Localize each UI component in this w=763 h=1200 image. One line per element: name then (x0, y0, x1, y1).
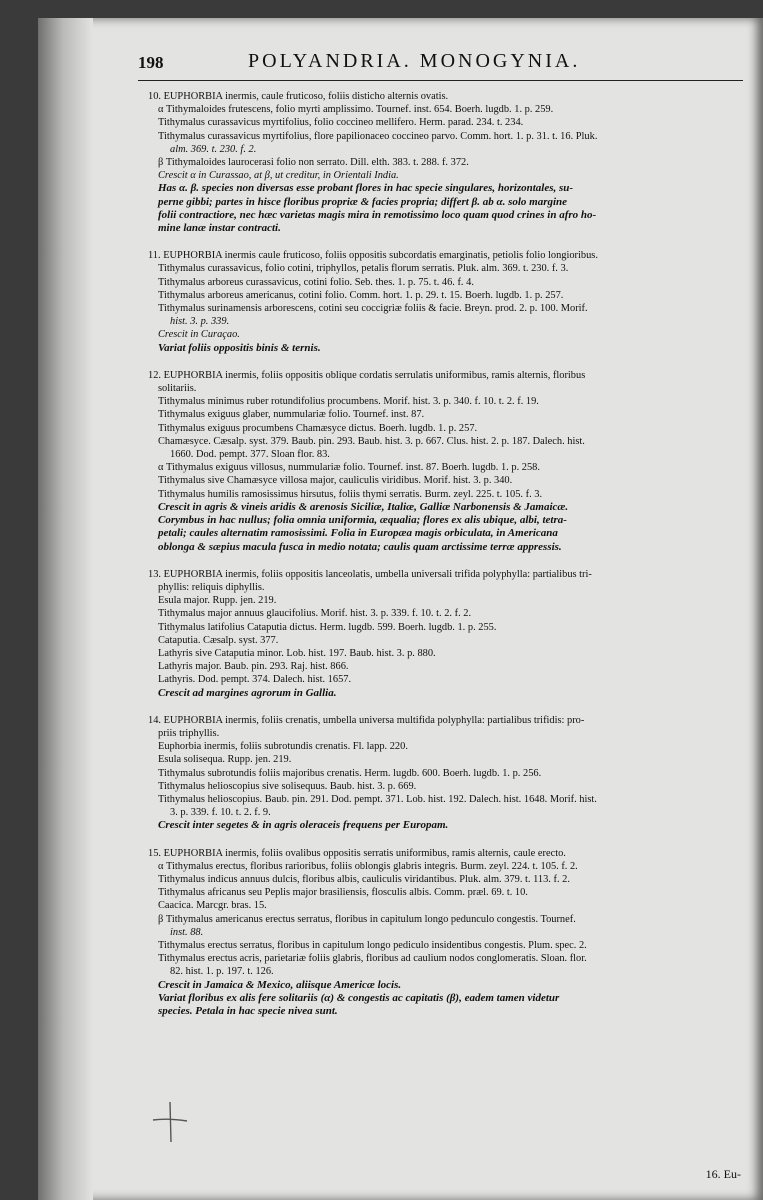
habitat-line: Crescit in agris & vineis aridis & arenosis Siciliæ, Italiæ, Galliæ Narbonensis & Jamaicæ. (158, 500, 569, 513)
synonym-line: 3. p. 339. f. 10. t. 2. f. 9. (170, 807, 271, 819)
synonym-line: α Tithymaloides frutescens, folio myrti amplissimo. Tournef. inst. 654. Boerh. lugdb. 1. p. 259. (158, 104, 554, 116)
synonym-line: Tithymalus sive Chamæsyce villosa major, cauliculis viridibus. Morif. hist. 3. p. 340. (158, 475, 513, 487)
species-heading: 15. EUPHORBIA inermis, foliis ovalibus oppositis serratis uniformibus, ramis alternis, caule erecto. (148, 847, 566, 859)
synonym-line: Tithymalus helioscopius. Baub. pin. 291. Dod. pempt. 371. Lob. hist. 192. Dalech. hist. 1648. Morif. hist. (158, 793, 597, 805)
synonym-line: Tithymalus latifolius Cataputia dictus. Herm. lugdb. 599. Boerh. lugdb. 1. p. 255. (158, 621, 497, 633)
species-heading: 14. EUPHORBIA inermis, foliis crenatis, umbella universa multifida polyphylla: partialibus trifidis: pro- (148, 714, 585, 726)
page-gutter-shadow (38, 18, 93, 1200)
species-heading-cont: priis triphyllis. (158, 727, 220, 739)
synonym-line: Esula major. Rupp. jen. 219. (158, 595, 277, 607)
species-heading: 12. EUPHORBIA inermis, foliis oppositis oblique cordatis serrulatis uniformibus, ramis alternis, floribus (148, 369, 586, 381)
synonym-line: Lathyris major. Baub. pin. 293. Raj. hist. 866. (158, 661, 349, 673)
species-entry-14 (148, 714, 758, 833)
synonym-line: Tithymalus arboreus americanus, cotini folio. Comm. hort. 1. p. 29. t. 15. Boerh. lugdb. 1. p. 257. (158, 289, 564, 301)
running-title: POLYANDRIA. MONOGYNIA. (248, 50, 581, 72)
synonym-line: Tithymalus helioscopius sive solisequus. Baub. hist. 3. p. 669. (158, 780, 417, 792)
synonym-line: α Tithymalus erectus, floribus rarioribus, foliis oblongis glabris integris. Burm. zeyl. 224. t. 105. f. 2. (158, 860, 578, 872)
synonym-line: Lathyris sive Cataputia minor. Lob. hist. 197. Baub. hist. 3. p. 880. (158, 647, 436, 659)
book-page (38, 18, 763, 1200)
page-content (148, 90, 758, 1032)
synonym-line: alm. 369. t. 230. f. 2. (170, 143, 257, 155)
synonym-line: Lathyris. Dod. pempt. 374. Dalech. hist. 1657. (158, 674, 352, 686)
species-entry-12 (148, 369, 758, 554)
header-rule (138, 80, 743, 81)
synonym-line: Tithymalus humilis ramosissimus hirsutus, foliis thymi serratis. Burm. zeyl. 225. t. 105. f. 3. (158, 488, 543, 500)
synonym-line: β Tithymaloides laurocerasi folio non serrato. Dill. elth. 383. t. 288. f. 372. (158, 157, 469, 169)
synonym-line: Tithymalus curassavicus myrtifolius, folio coccineo mellifero. Herm. parad. 234. t. 234. (158, 117, 524, 129)
habitat-line: Crescit in Curaçao. (158, 329, 240, 341)
species-heading: 13. EUPHORBIA inermis, foliis oppositis lanceolatis, umbella universali trifida polyphylla: partialibus tri- (148, 568, 592, 580)
species-heading-cont: phyllis: reliquis diphyllis. (158, 581, 265, 593)
species-heading: 10. EUPHORBIA inermis, caule fruticoso, foliis disticho alternis ovatis. (148, 91, 449, 102)
synonym-line: Euphorbia inermis, foliis subrotundis crenatis. Fl. lapp. 220. (158, 741, 408, 753)
synonym-line: Tithymalus exiguus procumbens Chamæsyce dictus. Boerh. lugdb. 1. p. 257. (158, 422, 478, 434)
synonym-line: Tithymalus africanus seu Peplis major brasiliensis, flosculis albis. Comm. præl. 69. t. 10. (158, 887, 528, 899)
species-entry-13 (148, 568, 758, 700)
note-line: Variat foliis oppositis binis & ternis. (158, 341, 321, 354)
synonym-line: Caacica. Marcgr. bras. 15. (158, 900, 267, 912)
habitat-line: Crescit α in Curassao, at β, ut creditur, in Orientali India. (158, 170, 399, 182)
synonym-line: Tithymalus minimus ruber rotundifolius procumbens. Morif. hist. 3. p. 340. f. 10. t. 2. f. 19. (158, 396, 539, 408)
synonym-line: Tithymalus curassavicus, folio cotini, triphyllos, petalis florum serratis. Pluk. alm. 369. t. 230. f. 3. (158, 263, 569, 275)
habitat-line: Crescit ad margines agrorum in Gallia. (158, 686, 337, 699)
pencil-cross-mark (150, 1098, 190, 1144)
synonym-line: Tithymalus indicus annuus dulcis, floribus albis, cauliculis viridantibus. Pluk. alm. 379. t. 113. f. 2. (158, 873, 570, 885)
synonym-line: Tithymalus subrotundis foliis majoribus crenatis. Herm. lugdb. 600. Boerh. lugdb. 1. p. 256. (158, 767, 542, 779)
synonym-line: Tithymalus erectus acris, parietariæ foliis glabris, floribus ad caulium nodos conglomeratis. Sloan. flor. (158, 953, 587, 965)
synonym-line: Esula solisequa. Rupp. jen. 219. (158, 754, 292, 766)
catchword: 16. Eu- (705, 1167, 741, 1181)
note-line: perne gibbi; partes in hisce floribus propriæ & facies propria; differt β. ab α. solo margine (158, 195, 568, 208)
note-line: folii contractiore, nec hæc varietas magis mira in remotissimo loco quam quod crines in afro ho- (158, 208, 597, 221)
synonym-line: hist. 3. p. 339. (170, 316, 230, 328)
synonym-line: α Tithymalus exiguus villosus, nummulariæ folio. Tournef. inst. 87. Boerh. lugdb. 1. p. 258. (158, 462, 540, 474)
species-heading-cont: solitariis. (158, 383, 197, 395)
species-entry-10 (148, 90, 758, 235)
synonym-line: Tithymalus exiguus glaber, nummulariæ folio. Tournef. inst. 87. (158, 409, 425, 421)
note-line: Variat floribus ex alis fere solitariis (α) & congestis ac capitatis (β), eadem tamen videtur (158, 991, 560, 1004)
synonym-line: β Tithymalus americanus erectus serratus, floribus in capitulum longo pedunculo congestis. Tournef. (158, 913, 576, 925)
synonym-line: inst. 88. (170, 926, 204, 938)
species-heading: 11. EUPHORBIA inermis caule fruticoso, foliis oppositis subcordatis emarginatis, petiolis folio longioribus. (148, 250, 598, 262)
synonym-line: Tithymalus curassavicus myrtifolius, flore papilionaceo coccineo parvo. Comm. hort. 1. p. 31. t. 16. Pluk. (158, 130, 598, 142)
synonym-line: Tithymalus surinamensis arborescens, cotini seu coccigriæ foliis & facie. Breyn. prod. 2. p. 100. Morif. (158, 303, 588, 315)
page-number: 198 (138, 53, 164, 72)
page-header (138, 44, 743, 78)
habitat-line: Crescit inter segetes & in agris oleraceis frequens per Europam. (158, 819, 449, 832)
note-line: mine lanæ instar contracti. (158, 222, 281, 235)
note-line: oblonga & sæpius macula fusca in medio notata; caulis quam arctissime terræ appressis. (158, 540, 562, 553)
note-line: Corymbus in hac nullus; folia omnia uniformia, æqualia; flores ex alis ubique, albi, tetra- (158, 514, 567, 527)
synonym-line: 82. hist. 1. p. 197. t. 126. (170, 966, 274, 978)
species-entry-11 (148, 249, 758, 355)
synonym-line: 1660. Dod. pempt. 377. Sloan flor. 83. (170, 449, 330, 461)
habitat-line: Crescit in Jamaica & Mexico, aliisque Americæ locis. (158, 978, 402, 991)
note-line: petali; caules alternatim ramosissimi. Folia in Europæa magis orbiculata, in Americana (158, 527, 558, 540)
note-line: Has α. β. species non diversas esse probant flores in hac specie singulares, horizontales, su- (158, 182, 574, 195)
synonym-line: Chamæsyce. Cæsalp. syst. 379. Baub. pin. 293. Baub. hist. 3. p. 667. Clus. hist. 2. p. 187. Dalech. hist. (158, 435, 585, 447)
note-line: species. Petala in hac specie nivea sunt. (158, 1005, 338, 1017)
synonym-line: Tithymalus arboreus curassavicus, cotini folio. Seb. thes. 1. p. 75. t. 46. f. 4. (158, 276, 474, 288)
synonym-line: Cataputia. Cæsalp. syst. 377. (158, 634, 279, 646)
synonym-line: Tithymalus erectus serratus, floribus in capitulum longo pediculo insidentibus congestis. Plum. spec. 2. (158, 939, 587, 951)
species-entry-15 (148, 847, 758, 1019)
synonym-line: Tithymalus major annuus glaucifolius. Morif. hist. 3. p. 339. f. 10. t. 2. f. 2. (158, 608, 472, 620)
